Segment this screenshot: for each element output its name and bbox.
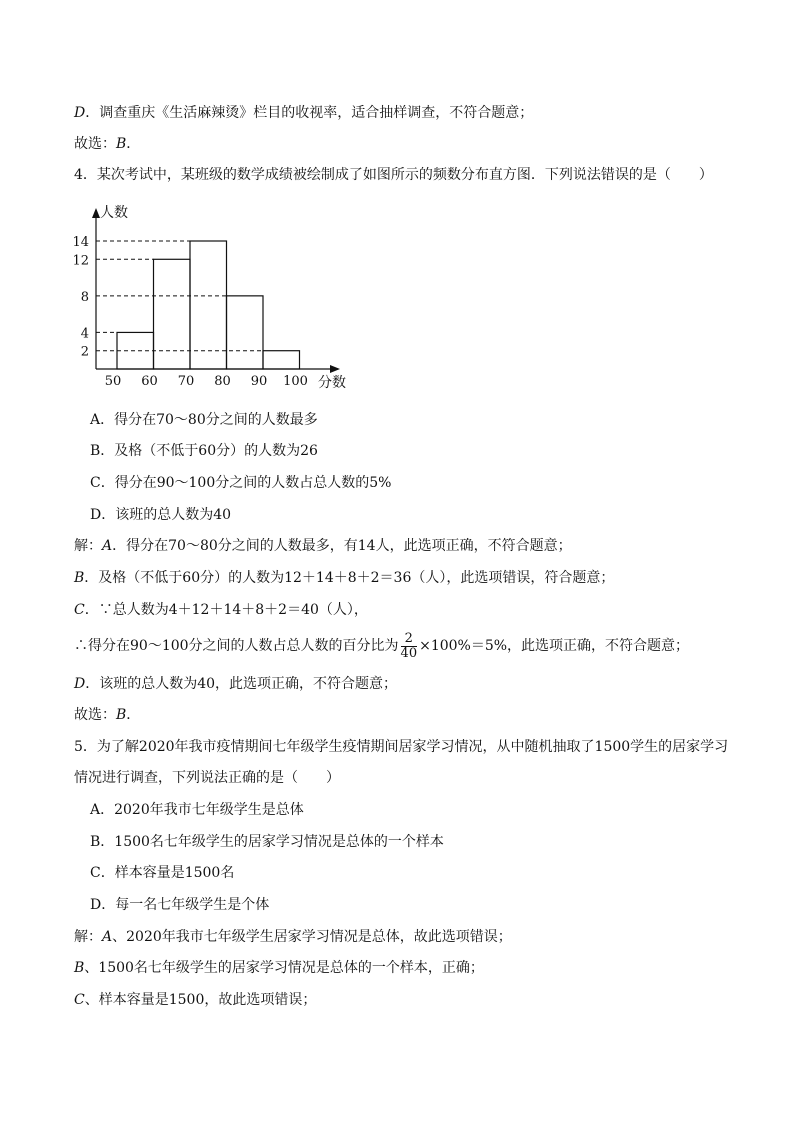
answer-suffix: ． — [126, 136, 141, 152]
q4-solution-c — [74, 600, 368, 620]
q4-solution-d — [74, 674, 397, 694]
q4-solution-c2 — [74, 630, 689, 662]
q5-option-a: A．2020年我市七年级学生是总体 — [90, 802, 304, 818]
solution-a-text: ．得分在70～80分之间的人数最多，有14人，此选项正确，不符合题意； — [112, 538, 572, 554]
histogram-chart — [70, 196, 370, 396]
answer-prefix: 故选： — [74, 707, 116, 723]
answer-prefix: 故选： — [74, 136, 116, 152]
q4-option-a: A．得分在70～80分之间的人数最多 — [90, 412, 318, 428]
q5-option-c: C．样本容量是1500名 — [90, 865, 235, 881]
letter-b: B — [74, 960, 85, 976]
q4-solution-a — [74, 536, 572, 556]
letter-d: D — [74, 676, 86, 692]
q4-option-c: C．得分在90～100分之间的人数占总人数的5% — [90, 475, 392, 491]
x-tick-label: 100 — [283, 374, 308, 389]
letter-c: C — [74, 992, 85, 1008]
explanation-text: ．调查重庆《生活麻辣烫》栏目的收视率，适合抽样调查，不符合题意； — [85, 105, 534, 121]
y-axis-arrow — [92, 208, 100, 218]
x-tick-label: 90 — [250, 374, 268, 389]
solution-b-text: ．及格（不低于60分）的人数为12＋14＋8＋2＝36（人），此选项错误，符合题意； — [84, 570, 615, 586]
bar-80-90 — [227, 296, 264, 369]
x-tick-label: 70 — [177, 374, 195, 389]
y-tick-label: 2 — [80, 344, 89, 360]
bar-90-100 — [263, 351, 300, 369]
y-tick-label: 12 — [72, 253, 89, 269]
fraction-denominator: 40 — [400, 645, 418, 661]
y-tick-label: 8 — [80, 289, 89, 305]
solution-c-text: ．∵总人数为4＋12＋14＋8＋2＝40（人）， — [84, 602, 368, 618]
letter-b: B — [74, 570, 85, 586]
q4-option-b: B．及格（不低于60分）的人数为26 — [90, 443, 318, 459]
solution-label: 解： — [74, 929, 102, 945]
solution-d-text: ．该班的总人数为40，此选项正确，不符合题意； — [85, 676, 398, 692]
q4-answer — [74, 705, 140, 725]
solution-label: 解： — [74, 538, 102, 554]
q5-option-d: D．每一名七年级学生是个体 — [90, 897, 270, 913]
bar-70-80 — [190, 241, 227, 369]
solution-a-text: 、2020年我市七年级学生居家学习情况是总体，故此选项错误； — [112, 929, 512, 945]
x-axis-arrow — [330, 365, 340, 373]
y-axis-label: 人数 — [100, 205, 128, 221]
x-tick-label: 80 — [214, 374, 231, 389]
solution-c-text: 、样本容量是1500，故此选项错误； — [84, 992, 317, 1008]
prev-answer — [74, 134, 140, 154]
fraction-numerator: 2 — [401, 632, 418, 647]
letter-a: A — [102, 538, 113, 554]
q5-stem-line2: 情况进行调查，下列说法正确的是（ ） — [74, 770, 340, 786]
y-tick-label: 4 — [80, 326, 89, 342]
solution-c2-pre: ∴得分在90～100分之间的人数占总人数的百分比为 — [74, 638, 399, 654]
solution-b-text: 、1500名七年级学生的居家学习情况是总体的一个样本，正确； — [84, 960, 484, 976]
letter-c: C — [74, 602, 85, 618]
x-axis-label: 分数 — [318, 375, 346, 391]
letter-a: A — [102, 929, 113, 945]
x-tick-label: 60 — [141, 374, 158, 389]
prev-option-d-explanation — [74, 103, 533, 123]
answer-letter: B — [116, 707, 127, 723]
q5-solution-a — [74, 927, 512, 947]
fraction — [401, 632, 418, 661]
answer-letter: B — [116, 136, 127, 152]
q4-option-d: D．该班的总人数为40 — [90, 507, 232, 523]
q5-stem-line1: 5．为了解2020年我市疫情期间七年级学生疫情期间居家学习情况，从中随机抽取了1500学生的居家学习 — [74, 739, 729, 755]
answer-suffix: ． — [126, 707, 141, 723]
q5-option-b: B．1500名七年级学生的居家学习情况是总体的一个样本 — [90, 834, 444, 850]
q5-solution-b — [74, 958, 484, 978]
solution-c2-post: ×100%＝5%，此选项正确，不符合题意； — [419, 638, 690, 654]
x-tick-label: 50 — [104, 374, 122, 389]
q5-solution-c — [74, 990, 316, 1010]
y-tick-label: 14 — [72, 235, 89, 250]
letter-d: D — [74, 105, 86, 121]
q4-stem: 4．某次考试中，某班级的数学成绩被绘制成了如图所示的频数分布直方图．下列说法错误的是（ ） — [74, 167, 713, 183]
q4-solution-b — [74, 568, 614, 588]
bar-60-70 — [154, 259, 191, 369]
